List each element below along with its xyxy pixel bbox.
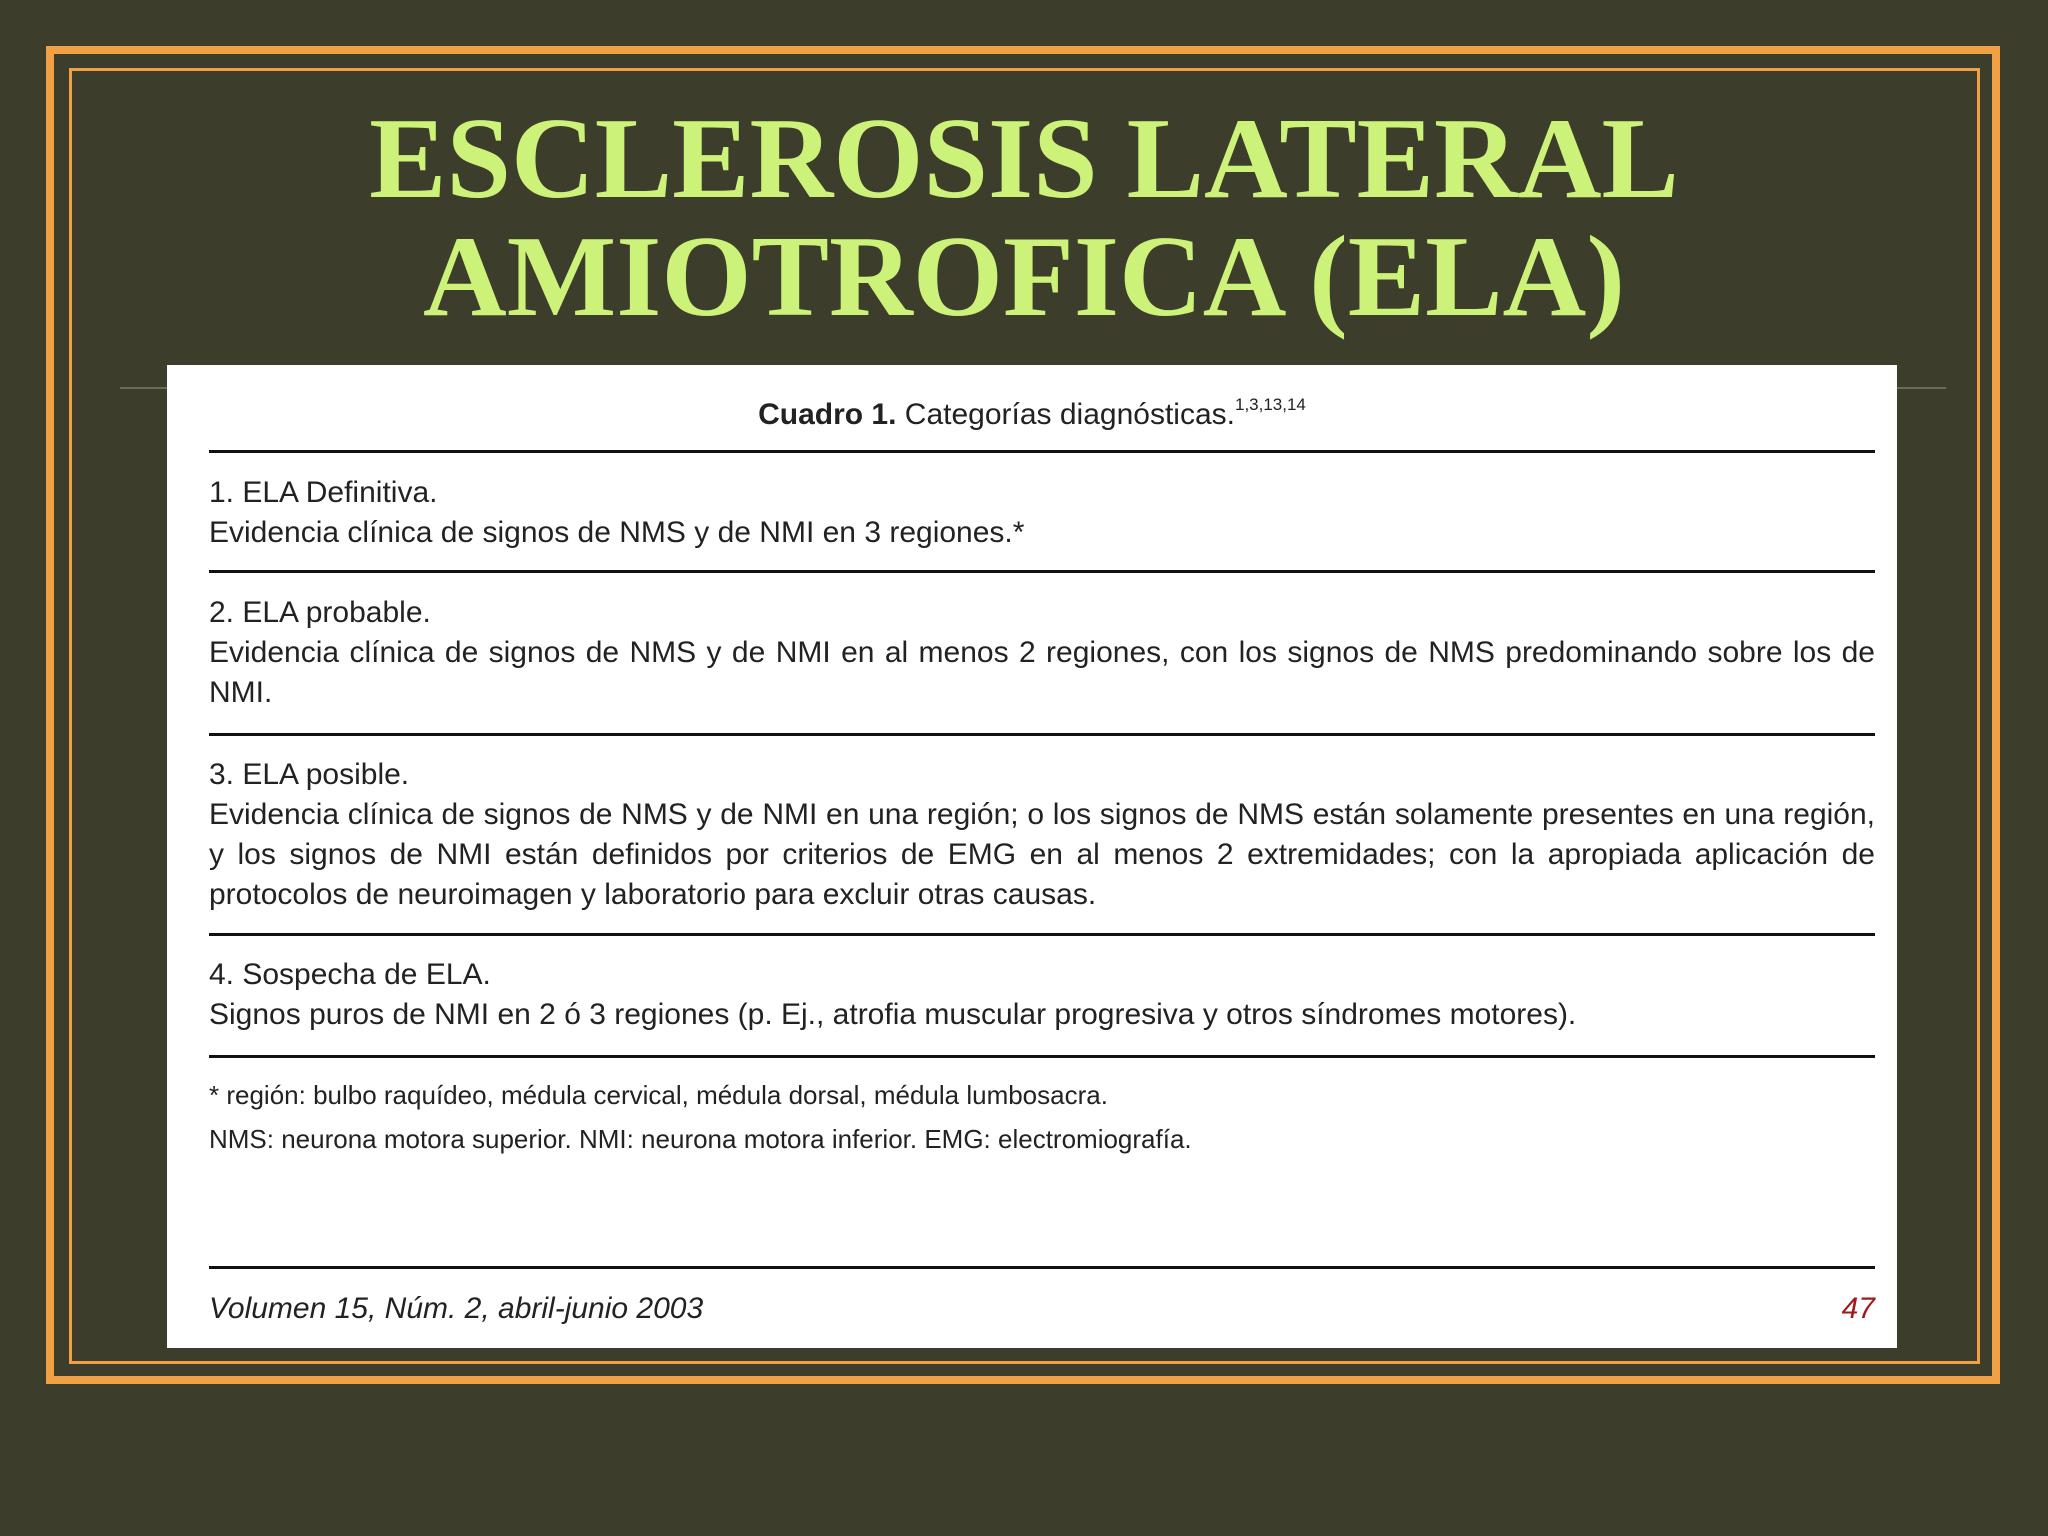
- category-heading: 1. ELA Definitiva.: [209, 476, 438, 509]
- category-description: Signos puros de NMI en 2 ó 3 regiones (p. Ej., atrofia muscular progresiva y otros síndromes motores).: [209, 998, 1577, 1031]
- journal-citation: Volumen 15, Núm. 2, abril-junio 2003: [209, 1292, 704, 1325]
- category-entry-3: [209, 755, 1875, 915]
- slide-title-line-2: AMIOTROFICA (ELA): [423, 213, 1625, 341]
- category-heading: 3. ELA posible.: [209, 758, 410, 791]
- slide-title-line-1: ESCLEROSIS LATERAL: [369, 95, 1679, 223]
- category-description: Evidencia clínica de signos de NMS y de NMI en al menos 2 regiones, con los signos de NMS predominando sobre los de NMI.: [209, 636, 1875, 709]
- footer-rule: [209, 1266, 1875, 1269]
- slide-title: [0, 95, 2048, 341]
- category-description: Evidencia clínica de signos de NMS y de NMI en 3 regiones.*: [209, 516, 1025, 549]
- category-entry-2: [209, 593, 1875, 713]
- category-description: Evidencia clínica de signos de NMS y de NMI en una región; o los signos de NMS están solamente presentes en una región, y los signos de NMI están definidos por criterios de EMG en al menos 2 extremidades; con la apropiada aplicación de protocolos de neuroimagen y laboratorio para excluir otras causas.: [209, 798, 1875, 911]
- footnote-regions: * región: bulbo raquídeo, médula cervical, médula dorsal, médula lumbosacra.: [209, 1080, 1108, 1110]
- table-rule: [209, 933, 1875, 936]
- table-rule: [209, 733, 1875, 736]
- category-heading: 2. ELA probable.: [209, 596, 431, 629]
- category-entry-1: [209, 473, 1875, 553]
- table-rule: [209, 570, 1875, 573]
- document-image: [167, 365, 1897, 1348]
- table-rule: [209, 1055, 1875, 1058]
- table-rule: [209, 450, 1875, 453]
- page-number: 47: [1841, 1292, 1875, 1325]
- table-caption-text: Categorías diagnósticas.: [896, 398, 1235, 431]
- table-caption-references: 1,3,13,14: [1234, 395, 1306, 414]
- category-entry-4: [209, 955, 1875, 1035]
- table-caption: [167, 395, 1897, 432]
- category-heading: 4. Sospecha de ELA.: [209, 958, 491, 991]
- footnote-abbreviations: NMS: neurona motora superior. NMI: neurona motora inferior. EMG: electromiografía.: [209, 1124, 1192, 1154]
- table-caption-label: Cuadro 1.: [758, 398, 897, 431]
